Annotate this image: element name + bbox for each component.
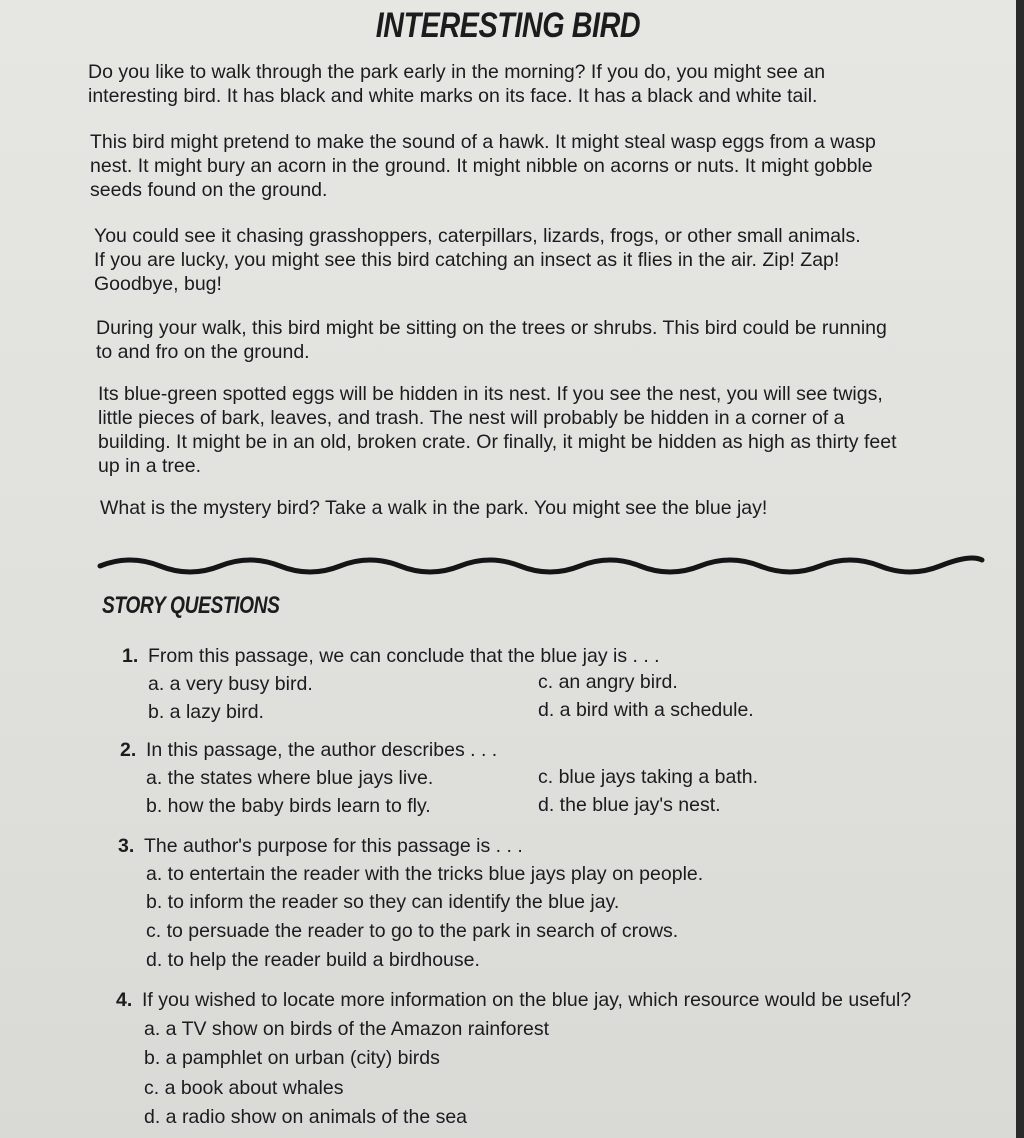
answer-option[interactable]: a. a very busy bird. bbox=[148, 673, 313, 695]
passage-line: Do you like to walk through the park early in the morning? If you do, you might see an bbox=[88, 61, 826, 83]
passage-paragraph bbox=[96, 316, 887, 364]
question-3 bbox=[118, 834, 523, 858]
answer-option[interactable]: d. the blue jay's nest. bbox=[538, 794, 721, 816]
questions-heading: STORY QUESTIONS bbox=[102, 592, 280, 619]
answer-option[interactable]: d. a bird with a schedule. bbox=[538, 699, 754, 721]
answer-option[interactable]: b. to inform the reader so they can identify the blue jay. bbox=[146, 891, 620, 913]
passage-line: little pieces of bark, leaves, and trash. The nest will probably be hidden in a corner of a bbox=[98, 407, 845, 429]
passage-line: Its blue-green spotted eggs will be hidden in its nest. If you see the nest, you will see twigs, bbox=[98, 383, 883, 405]
answer-option[interactable]: c. an angry bird. bbox=[538, 671, 678, 693]
passage-paragraph bbox=[90, 130, 876, 202]
wavy-divider bbox=[96, 548, 986, 584]
passage-line: Goodbye, bug! bbox=[94, 273, 222, 295]
passage-line: This bird might pretend to make the sound of a hawk. It might steal wasp eggs from a wasp bbox=[90, 131, 876, 153]
question-number: 4. bbox=[116, 989, 133, 1011]
passage-line: up in a tree. bbox=[98, 455, 201, 477]
passage-line: interesting bird. It has black and white marks on its face. It has a black and white tail. bbox=[88, 85, 818, 107]
answer-option[interactable]: d. a radio show on animals of the sea bbox=[144, 1106, 468, 1128]
question-text: The author's purpose for this passage is . . . bbox=[144, 835, 523, 857]
passage-line: to and fro on the ground. bbox=[96, 341, 310, 363]
question-text: From this passage, we can conclude that the blue jay is . . . bbox=[148, 645, 660, 667]
passage-line: What is the mystery bird? Take a walk in the park. You might see the blue jay! bbox=[100, 497, 768, 519]
question-number: 2. bbox=[120, 739, 137, 761]
answer-option[interactable]: c. to persuade the reader to go to the park in search of crows. bbox=[146, 920, 679, 942]
question-1 bbox=[122, 644, 660, 668]
question-4 bbox=[116, 988, 911, 1012]
question-number: 1. bbox=[122, 645, 139, 667]
passage-paragraph bbox=[98, 382, 897, 478]
passage-paragraph bbox=[100, 496, 767, 520]
passage-line: During your walk, this bird might be sitting on the trees or shrubs. This bird could be running bbox=[96, 317, 887, 339]
answer-option[interactable]: d. to help the reader build a birdhouse. bbox=[146, 949, 480, 971]
passage-line: seeds found on the ground. bbox=[90, 179, 328, 201]
passage-line: building. It might be in an old, broken crate. Or finally, it might be hidden as high as thirty feet bbox=[98, 431, 897, 453]
question-text: In this passage, the author describes . . . bbox=[146, 739, 498, 761]
passage-line: You could see it chasing grasshoppers, caterpillars, lizards, frogs, or other small animals. bbox=[94, 225, 861, 247]
answer-option[interactable]: a. a TV show on birds of the Amazon rainforest bbox=[144, 1018, 550, 1040]
answer-option[interactable]: c. blue jays taking a bath. bbox=[538, 766, 759, 788]
passage-paragraph bbox=[88, 60, 825, 108]
passage-paragraph bbox=[94, 224, 861, 296]
question-2 bbox=[120, 738, 497, 762]
page-title: INTERESTING BIRD bbox=[375, 6, 641, 45]
answer-option[interactable]: b. a lazy bird. bbox=[148, 701, 264, 723]
answer-option[interactable]: c. a book about whales bbox=[144, 1077, 344, 1099]
answer-option[interactable]: a. the states where blue jays live. bbox=[146, 767, 434, 789]
answer-option[interactable]: a. to entertain the reader with the tricks blue jays play on people. bbox=[146, 863, 704, 885]
passage-line: If you are lucky, you might see this bird catching an insect as it flies in the air. Zip! Zap! bbox=[94, 249, 840, 271]
question-number: 3. bbox=[118, 835, 135, 857]
answer-option[interactable]: b. a pamphlet on urban (city) birds bbox=[144, 1047, 440, 1069]
passage-line: nest. It might bury an acorn in the ground. It might nibble on acorns or nuts. It might gobble bbox=[90, 155, 873, 177]
question-text: If you wished to locate more information on the blue jay, which resource would be useful? bbox=[142, 989, 912, 1011]
answer-option[interactable]: b. how the baby birds learn to fly. bbox=[146, 795, 431, 817]
